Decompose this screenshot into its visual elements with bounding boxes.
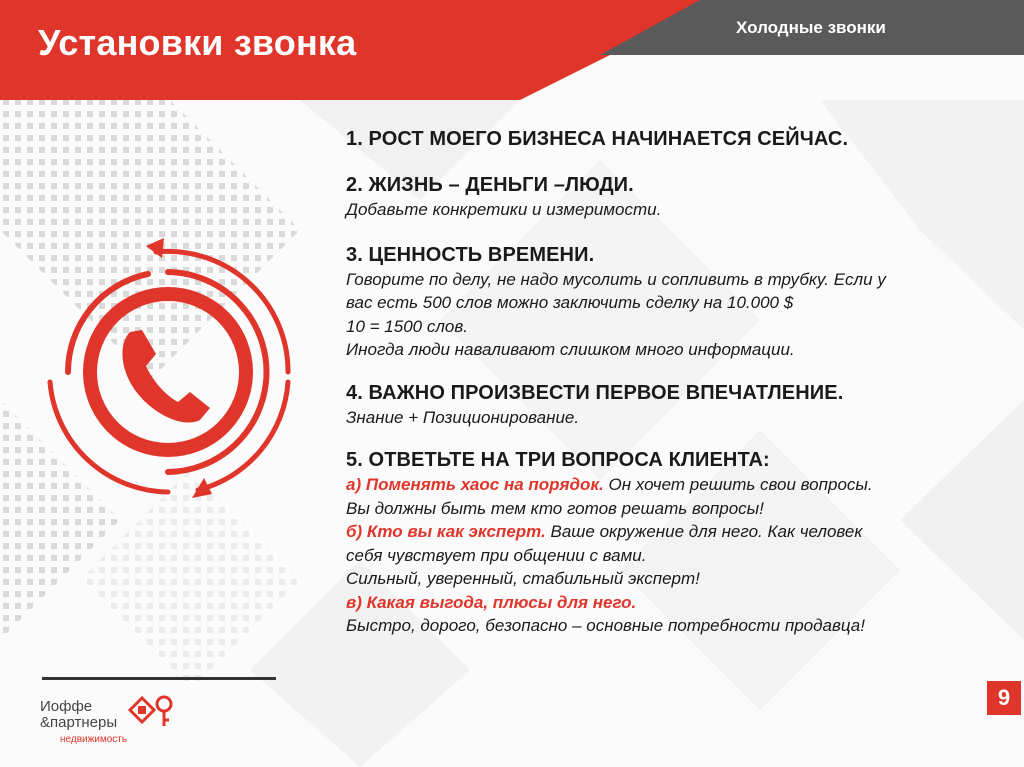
item-heading: 5. ОТВЕТЬТЕ НА ТРИ ВОПРОСА КЛИЕНТА:	[346, 449, 770, 471]
item-line: Сильный, уверенный, стабильный эксперт!	[346, 569, 700, 588]
item-line: Быстро, дорого, безопасно – основные потребности продавца!	[346, 616, 865, 635]
page-title: Установки звонка	[38, 22, 357, 63]
item-line: Знание + Позиционирование.	[346, 407, 580, 427]
logo-line2: &партнеры	[40, 714, 118, 731]
answer-b-text: Ваше окружение для него. Как человек	[545, 522, 863, 541]
list-item	[346, 447, 986, 638]
item-line	[346, 473, 986, 497]
list-item	[346, 380, 986, 430]
key-house-icon	[128, 694, 178, 728]
item-line: себя чувствует при общении с вами.	[346, 545, 647, 565]
answer-a-text: Он хочет решить свои вопросы.	[603, 475, 873, 494]
item-line: Вы должны быть тем кто готов решать вопросы!	[346, 498, 764, 518]
section-label: Холодные звонки	[736, 18, 886, 37]
content-list	[346, 126, 986, 638]
item-heading: 1. РОСТ МОЕГО БИЗНЕСА НАЧИНАЕТСЯ СЕЙЧАС.	[346, 128, 849, 150]
phone-handset-icon	[38, 232, 298, 512]
item-line: Иногда люди наваливают слишком много информации.	[346, 340, 795, 359]
item-line	[346, 591, 986, 615]
answer-b-label: б) Кто вы как эксперт.	[346, 522, 546, 541]
item-line: 10 = 1500 слов.	[346, 316, 468, 336]
footer-divider	[42, 677, 276, 680]
item-line: Добавьте конкретики и измеримости.	[346, 200, 662, 219]
company-logo	[40, 698, 190, 748]
list-item	[346, 172, 986, 222]
page-number: 9	[987, 681, 1021, 715]
list-item	[346, 126, 986, 152]
item-heading: 3. ЦЕННОСТЬ ВРЕМЕНИ.	[346, 243, 595, 266]
item-line	[346, 520, 986, 544]
item-line: вас есть 500 слов можно заключить сделку на 10.000 $	[346, 293, 794, 312]
answer-a-label: а) Поменять хаос на порядок.	[346, 475, 604, 494]
logo-line1: Иоффе	[40, 698, 93, 715]
logo-line3: недвижимость	[60, 734, 128, 745]
list-item	[346, 242, 986, 362]
answer-c-label: в) Какая выгода, плюсы для него.	[346, 592, 637, 612]
item-heading: 2. ЖИЗНЬ – ДЕНЬГИ –ЛЮДИ.	[346, 174, 634, 196]
item-heading: 4. ВАЖНО ПРОИЗВЕСТИ ПЕРВОЕ ВПЕЧАТЛЕНИЕ.	[346, 381, 844, 404]
item-line: Говорите по делу, не надо мусолить и сопливить в трубку. Если у	[346, 269, 886, 289]
